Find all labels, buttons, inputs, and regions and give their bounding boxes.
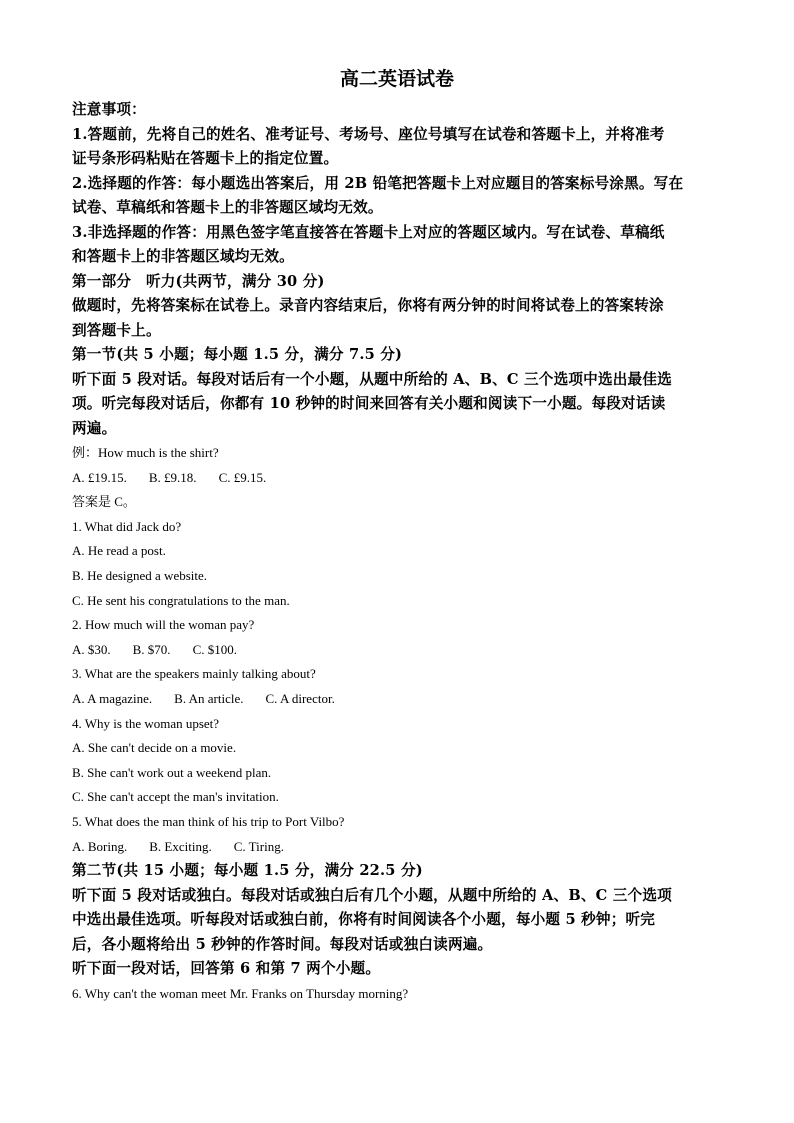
- question-5: 5. What does the man think of his trip to Port Vilbo?: [72, 813, 345, 829]
- section2-instruction-line-1: 听下面 5 段对话或独白。每段对话或独白后有几个小题，从题中所给的 A、B、C 三个选项: [72, 886, 672, 904]
- question-3-options: [72, 687, 722, 712]
- section2-instruction-line-3: 后，各小题将给出 5 秒钟的作答时间。每段对话或独白读两遍。: [72, 935, 493, 953]
- question-3: 3. What are the speakers mainly talking about?: [72, 666, 316, 682]
- question-1-option-c: C. He sent his congratulations to the man.: [72, 592, 290, 608]
- notice-item-2-line-2: 试卷、草稿纸和答题卡上的非答题区域均无效。: [72, 199, 383, 216]
- question-6: 6. Why can't the woman meet Mr. Franks on Thursday morning?: [72, 985, 409, 1001]
- example-options: [72, 466, 722, 491]
- part1-heading: 第一部分 听力(共两节，满分 30 分): [72, 272, 325, 290]
- question-3-option-b: B. An article.: [174, 690, 244, 706]
- question-4-option-c: C. She can't accept the man's invitation.: [72, 789, 279, 805]
- question-3-option-a: A. A magazine.: [72, 690, 153, 706]
- example-answer: 答案是 C。: [72, 494, 136, 510]
- notice-item-2-line-1: 2.选择题的作答：每小题选出答案后，用 2B 铅笔把答题卡上对应题目的答案标号涂黑。写在: [72, 174, 684, 192]
- notice-item-1-line-1: 1.答题前，先将自己的姓名、准考证号、考场号、座位号填写在试卷和答题卡上，并将准考: [72, 125, 665, 143]
- question-2-option-c: C. $100.: [192, 641, 237, 657]
- section1-instruction-line-3: 两遍。: [72, 419, 117, 437]
- example-option-a: A. £19.15.: [72, 469, 127, 485]
- section2-heading: 第二节(共 15 小题；每小题 1.5 分，满分 22.5 分): [72, 862, 423, 880]
- part1-instruction-line-1: 做题时，先将答案标在试卷上。录音内容结束后，你将有两分钟的时间将试卷上的答案转涂: [72, 297, 664, 314]
- question-5-option-b: B. Exciting.: [149, 838, 212, 854]
- question-5-option-c: C. Tiring.: [233, 838, 284, 854]
- notice-heading: 注意事项：: [72, 101, 146, 118]
- section1-heading: 第一节(共 5 小题；每小题 1.5 分，满分 7.5 分): [72, 346, 403, 363]
- section2-instruction-line-2: 中选出最佳选项。听每段对话或独白前，你将有时间阅读各个小题，每小题 5 秒钟；听完: [72, 911, 656, 929]
- section1-instruction-line-1: 听下面 5 段对话。每段对话后有一个小题，从题中所给的 A、B、C 三个选项中选出最佳选: [72, 370, 672, 388]
- example-option-b: B. £9.18.: [148, 469, 197, 485]
- example-option-c: C. £9.15.: [218, 469, 267, 485]
- question-2-option-b: B. $70.: [132, 641, 171, 657]
- exam-page: [72, 66, 722, 1006]
- question-4-option-b: B. She can't work out a weekend plan.: [72, 764, 272, 780]
- notice-item-3-line-2: 和答题卡上的非答题区域均无效。: [72, 248, 294, 265]
- question-4: 4. Why is the woman upset?: [72, 715, 220, 731]
- question-1-option-a: A. He read a post.: [72, 543, 166, 559]
- page-title: 高二英语试卷: [339, 68, 454, 90]
- notice-item-1-line-2: 证号条形码粘贴在答题卡上的指定位置。: [72, 150, 339, 167]
- dialog-instruction: 听下面一段对话，回答第 6 和第 7 两个小题。: [72, 960, 381, 978]
- section1-instruction-line-2: 项。听完每段对话后，你都有 10 秒钟的时间来回答有关小题和阅读下一小题。每段对话读: [72, 395, 666, 412]
- question-2: 2. How much will the woman pay?: [72, 617, 255, 633]
- question-1-option-b: B. He designed a website.: [72, 567, 208, 583]
- question-3-option-c: C. A director.: [265, 690, 335, 706]
- question-2-option-a: A. $30.: [72, 641, 111, 657]
- question-4-option-a: A. She can't decide on a movie.: [72, 740, 237, 756]
- question-5-option-a: A. Boring.: [72, 838, 128, 854]
- question-5-options: [72, 835, 722, 860]
- notice-item-3-line-1: 3.非选择题的作答：用黑色签字笔直接答在答题卡上对应的答题区域内。写在试卷、草稿纸: [72, 223, 665, 241]
- example-question: 例：How much is the shirt?: [72, 445, 219, 460]
- part1-instruction-line-2: 到答题卡上。: [72, 321, 161, 339]
- question-1: 1. What did Jack do?: [72, 518, 182, 534]
- question-2-options: [72, 638, 722, 663]
